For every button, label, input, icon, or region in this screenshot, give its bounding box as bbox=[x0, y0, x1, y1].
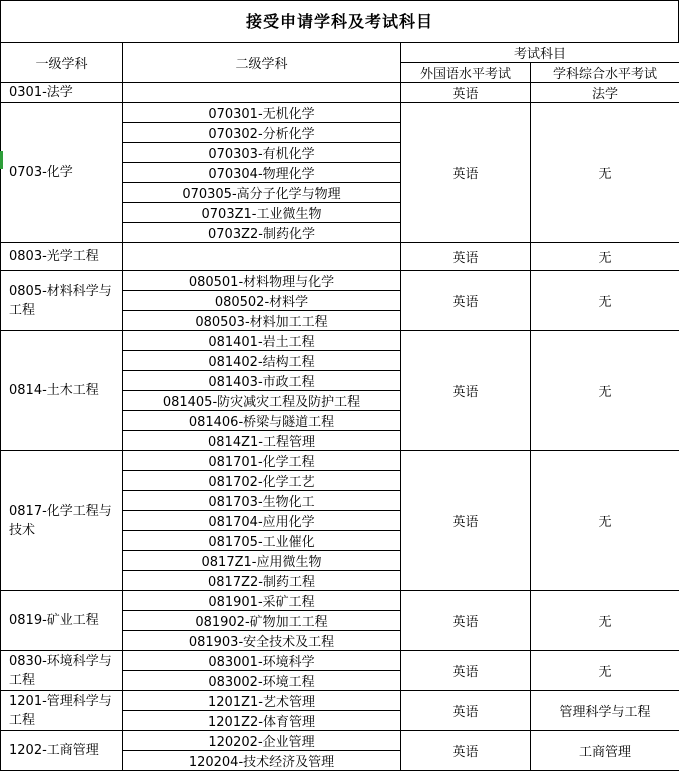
table-row bbox=[1, 83, 679, 103]
level1-subject-cell: 0817-化学工程与技术 bbox=[1, 451, 123, 591]
level2-subject-cell: 1201Z2-体育管理 bbox=[123, 711, 401, 731]
row-marker bbox=[0, 151, 3, 169]
level2-subject-cell: 0817Z2-制药工程 bbox=[123, 571, 401, 591]
table-title: 接受申请学科及考试科目 bbox=[0, 0, 679, 42]
level1-subject-cell: 1201-管理科学与工程 bbox=[1, 691, 123, 731]
header-level2: 二级学科 bbox=[123, 43, 401, 83]
level2-subject-cell: 081405-防灾减灾工程及防护工程 bbox=[123, 391, 401, 411]
level2-subject-cell: 1201Z1-艺术管理 bbox=[123, 691, 401, 711]
level2-subject-cell: 081702-化学工艺 bbox=[123, 471, 401, 491]
table-row bbox=[1, 591, 679, 611]
header-comprehensive-exam: 学科综合水平考试 bbox=[531, 63, 679, 83]
level2-subject-cell: 0817Z1-应用微生物 bbox=[123, 551, 401, 571]
level2-subject-cell: 083001-环境科学 bbox=[123, 651, 401, 671]
level1-subject-cell: 0819-矿业工程 bbox=[1, 591, 123, 651]
level2-subject-cell: 120204-技术经济及管理 bbox=[123, 751, 401, 771]
header-exam-group: 考试科目 bbox=[401, 43, 679, 63]
table-row bbox=[1, 451, 679, 471]
level2-subject-cell: 081704-应用化学 bbox=[123, 511, 401, 531]
level2-subject-cell: 081406-桥梁与隧道工程 bbox=[123, 411, 401, 431]
table-row bbox=[1, 691, 679, 711]
level2-subject-cell: 0703Z1-工业微生物 bbox=[123, 203, 401, 223]
level2-subject-cell: 070301-无机化学 bbox=[123, 103, 401, 123]
foreign-exam-cell: 英语 bbox=[401, 731, 531, 771]
comprehensive-exam-cell: 管理科学与工程 bbox=[531, 691, 679, 731]
level2-subject-cell: 081901-采矿工程 bbox=[123, 591, 401, 611]
header-level1: 一级学科 bbox=[1, 43, 123, 83]
level1-subject-cell: 1202-工商管理 bbox=[1, 731, 123, 771]
level2-subject-cell: 080501-材料物理与化学 bbox=[123, 271, 401, 291]
level1-subject-cell: 0703-化学 bbox=[1, 103, 123, 243]
table-row bbox=[1, 731, 679, 751]
table-row bbox=[1, 331, 679, 351]
level2-subject-cell: 0814Z1-工程管理 bbox=[123, 431, 401, 451]
foreign-exam-cell: 英语 bbox=[401, 331, 531, 451]
comprehensive-exam-cell: 工商管理 bbox=[531, 731, 679, 771]
comprehensive-exam-cell: 无 bbox=[531, 243, 679, 271]
foreign-exam-cell: 英语 bbox=[401, 243, 531, 271]
level2-subject-cell: 070302-分析化学 bbox=[123, 123, 401, 143]
comprehensive-exam-cell: 无 bbox=[531, 103, 679, 243]
level2-subject-cell bbox=[123, 83, 401, 103]
level2-subject-cell: 0703Z2-制药化学 bbox=[123, 223, 401, 243]
level2-subject-cell: 081701-化学工程 bbox=[123, 451, 401, 471]
foreign-exam-cell: 英语 bbox=[401, 83, 531, 103]
comprehensive-exam-cell: 无 bbox=[531, 651, 679, 691]
level2-subject-cell: 081705-工业催化 bbox=[123, 531, 401, 551]
foreign-exam-cell: 英语 bbox=[401, 691, 531, 731]
level2-subject-cell: 120202-企业管理 bbox=[123, 731, 401, 751]
level2-subject-cell: 081403-市政工程 bbox=[123, 371, 401, 391]
level2-subject-cell: 080502-材料学 bbox=[123, 291, 401, 311]
level2-subject-cell: 081401-岩土工程 bbox=[123, 331, 401, 351]
level2-subject-cell: 070304-物理化学 bbox=[123, 163, 401, 183]
level2-subject-cell bbox=[123, 243, 401, 271]
comprehensive-exam-cell: 无 bbox=[531, 271, 679, 331]
table-row bbox=[1, 271, 679, 291]
table-row bbox=[1, 243, 679, 271]
level2-subject-cell: 083002-环境工程 bbox=[123, 671, 401, 691]
comprehensive-exam-cell: 无 bbox=[531, 591, 679, 651]
table-row bbox=[1, 651, 679, 671]
foreign-exam-cell: 英语 bbox=[401, 103, 531, 243]
foreign-exam-cell: 英语 bbox=[401, 271, 531, 331]
subjects-table bbox=[0, 42, 679, 771]
table-row bbox=[1, 103, 679, 123]
level1-subject-cell: 0830-环境科学与工程 bbox=[1, 651, 123, 691]
level2-subject-cell: 081703-生物化工 bbox=[123, 491, 401, 511]
comprehensive-exam-cell: 无 bbox=[531, 331, 679, 451]
level2-subject-cell: 070303-有机化学 bbox=[123, 143, 401, 163]
foreign-exam-cell: 英语 bbox=[401, 451, 531, 591]
level2-subject-cell: 070305-高分子化学与物理 bbox=[123, 183, 401, 203]
level2-subject-cell: 081902-矿物加工工程 bbox=[123, 611, 401, 631]
foreign-exam-cell: 英语 bbox=[401, 591, 531, 651]
level2-subject-cell: 080503-材料加工工程 bbox=[123, 311, 401, 331]
foreign-exam-cell: 英语 bbox=[401, 651, 531, 691]
comprehensive-exam-cell: 法学 bbox=[531, 83, 679, 103]
header-foreign-exam: 外国语水平考试 bbox=[401, 63, 531, 83]
level1-subject-cell: 0814-土木工程 bbox=[1, 331, 123, 451]
comprehensive-exam-cell: 无 bbox=[531, 451, 679, 591]
level2-subject-cell: 081402-结构工程 bbox=[123, 351, 401, 371]
level1-subject-cell: 0805-材料科学与工程 bbox=[1, 271, 123, 331]
level1-subject-cell: 0803-光学工程 bbox=[1, 243, 123, 271]
level2-subject-cell: 081903-安全技术及工程 bbox=[123, 631, 401, 651]
level1-subject-cell: 0301-法学 bbox=[1, 83, 123, 103]
